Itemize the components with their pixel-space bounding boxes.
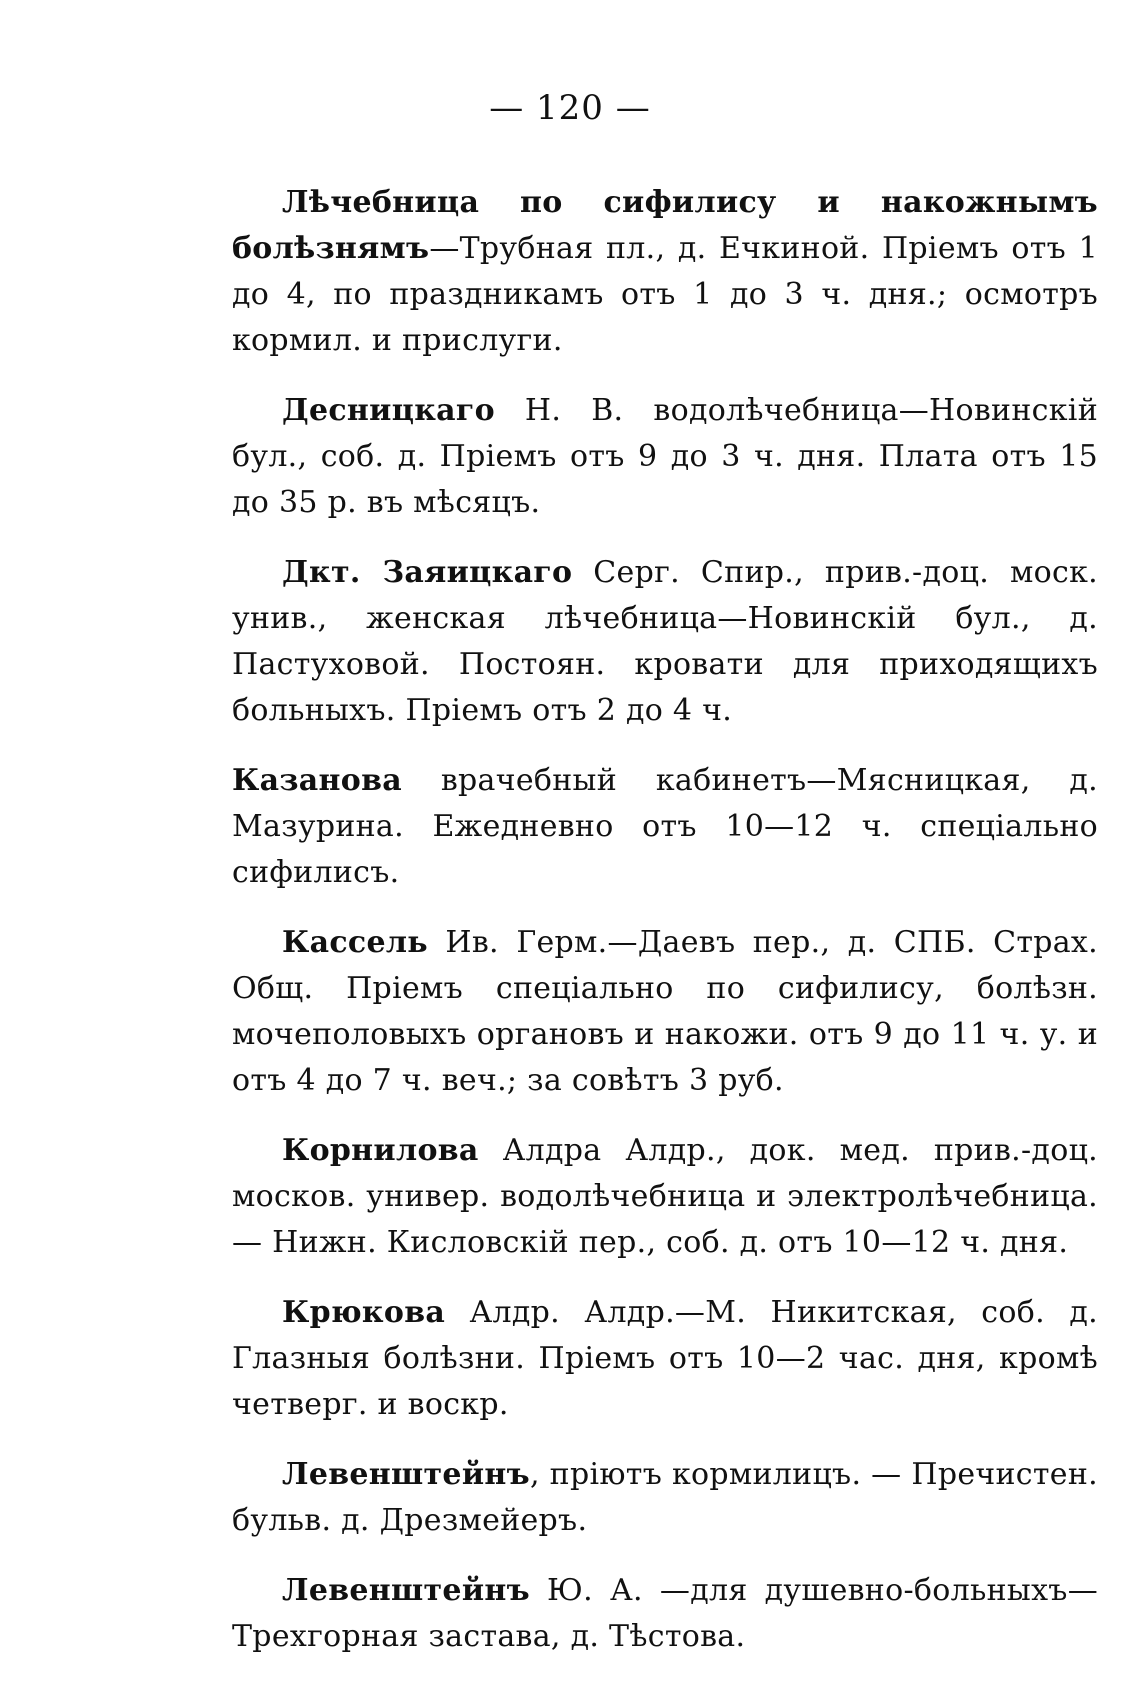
directory-entry	[232, 388, 1098, 526]
directory-entry	[232, 1452, 1098, 1544]
entry-text: Серг. Спир., прив.-доц. моск. унив., женская лѣчебница—Новинскій бул., д. Пастуховой. Постоян. кровати для приходящихъ больныхъ. Пріемъ отъ 2 до 4 ч.	[232, 555, 1098, 728]
directory-entry	[232, 1128, 1098, 1266]
entry-name: Левенштейнъ	[282, 1457, 530, 1492]
directory-entry	[232, 920, 1098, 1104]
entry-text: —Трубная пл., д. Ечкиной. Пріемъ отъ 1 до 4, по праздникамъ отъ 1 до 3 ч. дня.; осмотръ кормил. и прислуги.	[232, 231, 1098, 358]
directory-entry	[232, 758, 1098, 896]
directory-entries	[232, 180, 1098, 1684]
entry-name: Кассель	[282, 925, 428, 960]
directory-entry	[232, 1568, 1098, 1660]
entry-name: Десницкаго	[282, 393, 495, 428]
entry-text: Алдра Алдр., док. мед. прив.-доц. москов. универ. водолѣчебница и электролѣчебница.— Нижн. Кисловскій пер., соб. д. отъ 10—12 ч. дня.	[232, 1133, 1098, 1260]
directory-entry	[232, 1290, 1098, 1428]
entry-name: Крюкова	[282, 1295, 446, 1330]
entry-text: врачебный кабинетъ—Мясницкая, д. Мазурина. Ежедневно отъ 10—12 ч. спеціально сифилисъ.	[232, 763, 1098, 890]
entry-text: , пріютъ кормилицъ. — Пречистен. бульв. д. Дрезмейеръ.	[232, 1457, 1098, 1538]
directory-entry	[232, 550, 1098, 734]
entry-name: Корнилова	[282, 1133, 479, 1168]
entry-name: Лѣчебница по сифилису и накожнымъ болѣзнямъ	[232, 185, 1098, 266]
entry-name: Дкт. Заяицкаго	[282, 555, 573, 590]
entry-text: Ив. Герм.—Даевъ пер., д. СПБ. Страх. Общ. Пріемъ спеціально по сифилису, болѣзн. мочеполовыхъ органовъ и накожи. отъ 9 до 11 ч. у. и отъ 4 до 7 ч. веч.; за совѣтъ 3 руб.	[232, 925, 1098, 1098]
page-number: — 120 —	[489, 88, 651, 128]
entry-text: Ю. А. —для душевно-больныхъ— Трехгорная застава, д. Тѣстова.	[232, 1573, 1098, 1654]
directory-entry	[232, 180, 1098, 364]
entry-name: Казанова	[232, 763, 402, 798]
entry-text: Алдр. Алдр.—М. Никитская, соб. д. Глазныя болѣзни. Пріемъ отъ 10—2 час. дня, кромѣ четверг. и воскр.	[232, 1295, 1098, 1422]
entry-name: Левенштейнъ	[282, 1573, 530, 1608]
entry-text: Н. В. водолѣчебница—Новинскій бул., соб. д. Пріемъ отъ 9 до 3 ч. дня. Плата отъ 15 до 35 р. въ мѣсяцъ.	[232, 393, 1098, 520]
